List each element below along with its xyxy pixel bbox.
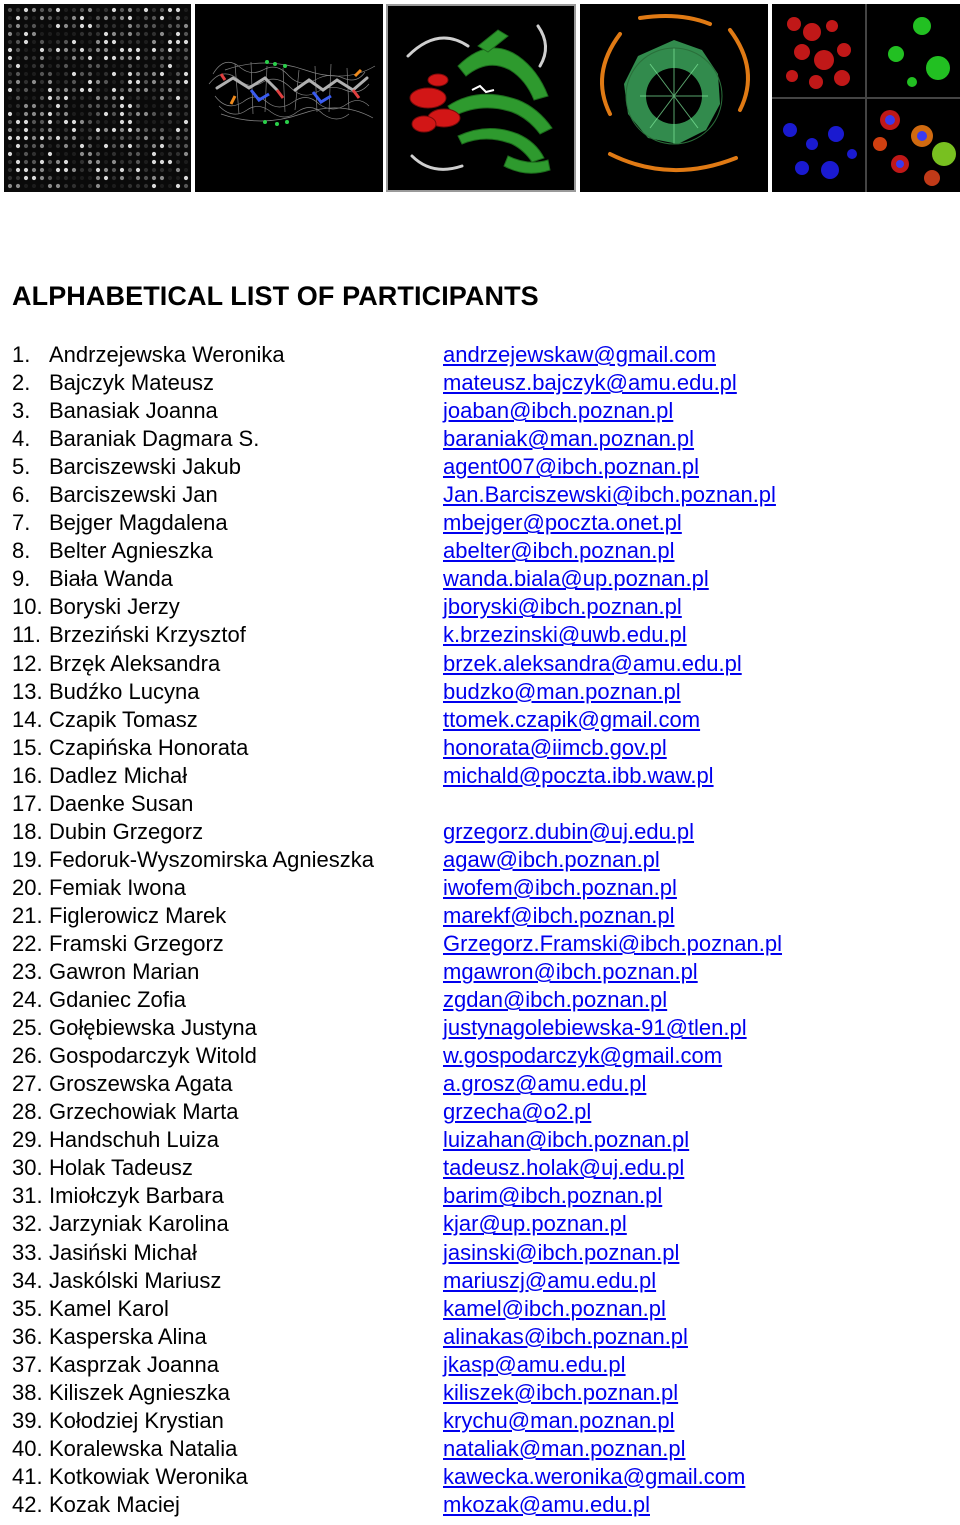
participant-number: 5.	[12, 454, 31, 480]
participant-email-link[interactable]: abelter@ibch.poznan.pl	[443, 538, 675, 564]
participant-row	[12, 1239, 952, 1267]
participant-row	[12, 1126, 952, 1154]
participant-email-link[interactable]: kawecka.weronika@gmail.com	[443, 1463, 746, 1489]
participant-row	[12, 1351, 952, 1379]
participant-email-link[interactable]: mkozak@amu.edu.pl	[443, 1491, 650, 1517]
participant-number: 8.	[12, 538, 31, 564]
participant-number: 33.	[12, 1239, 43, 1265]
participant-number: 42.	[12, 1491, 43, 1517]
participant-name: Czapik Tomasz	[49, 706, 198, 732]
participant-number: 39.	[12, 1407, 43, 1433]
participant-email-link[interactable]: w.gospodarczyk@gmail.com	[443, 1043, 723, 1069]
participant-name: Czapińska Honorata	[49, 734, 249, 760]
participant-number: 37.	[12, 1351, 43, 1377]
participant-row	[12, 1463, 952, 1491]
molecule-density-image	[195, 4, 383, 192]
participant-name: Koralewska Natalia	[49, 1435, 238, 1461]
participant-email-link[interactable]: grzegorz.dubin@uj.edu.pl	[443, 818, 695, 844]
participant-name: Kozak Maciej	[49, 1491, 180, 1517]
participant-number: 41.	[12, 1463, 43, 1489]
participant-name: Grzechowiak Marta	[49, 1099, 239, 1125]
participant-name: Groszewska Agata	[49, 1071, 233, 1097]
participant-name: Barciszewski Jakub	[49, 454, 241, 480]
participant-email-link[interactable]: grzecha@o2.pl	[443, 1099, 592, 1125]
participant-email-link[interactable]: mariuszj@amu.edu.pl	[443, 1267, 657, 1293]
participant-email-link[interactable]: agaw@ibch.poznan.pl	[443, 846, 660, 872]
participant-row	[12, 1323, 952, 1351]
participant-number: 38.	[12, 1379, 43, 1405]
participant-row	[12, 453, 952, 481]
participant-number: 23.	[12, 959, 43, 985]
participant-name: Kotkowiak Weronika	[49, 1463, 248, 1489]
participant-email-link[interactable]: krychu@man.poznan.pl	[443, 1407, 675, 1433]
participant-name: Jaskólski Mariusz	[49, 1267, 222, 1293]
participant-name: Jarzyniak Karolina	[49, 1211, 229, 1237]
participant-row	[12, 1070, 952, 1098]
participant-row	[12, 1379, 952, 1407]
participant-number: 40.	[12, 1435, 43, 1461]
participant-number: 28.	[12, 1099, 43, 1125]
participant-row	[12, 425, 952, 453]
participant-number: 30.	[12, 1155, 43, 1181]
participant-name: Bejger Magdalena	[49, 510, 228, 536]
participant-name: Kamel Karol	[49, 1295, 169, 1321]
participant-number: 15.	[12, 734, 43, 760]
participant-row	[12, 762, 952, 790]
participant-row	[12, 1435, 952, 1463]
participant-email-link[interactable]: justynagolebiewska-91@tlen.pl	[443, 1015, 747, 1041]
participant-email-link[interactable]: Grzegorz.Framski@ibch.poznan.pl	[443, 930, 783, 956]
participant-name: Holak Tadeusz	[49, 1155, 193, 1181]
participant-email-link[interactable]: iwofem@ibch.poznan.pl	[443, 874, 677, 900]
microarray-image	[4, 4, 191, 192]
participant-name: Gdaniec Zofia	[49, 987, 186, 1013]
participant-row	[12, 1491, 952, 1519]
participant-email-link[interactable]: kiliszek@ibch.poznan.pl	[443, 1379, 679, 1405]
participant-email-link[interactable]: baraniak@man.poznan.pl	[443, 426, 695, 452]
participant-row	[12, 509, 952, 537]
participant-number: 34.	[12, 1267, 43, 1293]
participant-name: Andrzejewska Weronika	[49, 342, 285, 367]
participant-row	[12, 369, 952, 397]
participant-row	[12, 902, 952, 930]
participant-name: Gospodarczyk Witold	[49, 1043, 257, 1069]
participant-email-link[interactable]: ttomek.czapik@gmail.com	[443, 706, 701, 732]
participant-name: Brzęk Aleksandra	[49, 650, 221, 676]
page-title: ALPHABETICAL LIST OF PARTICIPANTS	[12, 281, 539, 311]
participant-number: 35.	[12, 1295, 43, 1321]
participant-email-link[interactable]: jasinski@ibch.poznan.pl	[443, 1239, 680, 1265]
participant-row	[12, 1042, 952, 1070]
participant-name: Gołębiewska Justyna	[49, 1015, 257, 1041]
participant-email-link[interactable]: mbejger@poczta.onet.pl	[443, 510, 682, 536]
participant-row	[12, 790, 952, 818]
participant-name: Dadlez Michał	[49, 762, 188, 788]
participant-list	[12, 341, 952, 1519]
participant-number: 9.	[12, 566, 31, 592]
participant-row	[12, 818, 952, 846]
participant-row	[12, 958, 952, 986]
participant-name: Brzeziński Krzysztof	[49, 622, 246, 648]
participant-email-link[interactable]: kamel@ibch.poznan.pl	[443, 1295, 666, 1321]
participant-name: Belter Agnieszka	[49, 538, 213, 564]
participant-row	[12, 846, 952, 874]
participant-number: 6.	[12, 482, 31, 508]
participant-number: 31.	[12, 1183, 43, 1209]
participant-row	[12, 986, 952, 1014]
participant-number: 27.	[12, 1071, 43, 1097]
participant-name: Boryski Jerzy	[49, 594, 180, 620]
participant-email-link[interactable]: mgawron@ibch.poznan.pl	[443, 959, 698, 985]
participant-row	[12, 1295, 952, 1323]
participant-email-link[interactable]: mateusz.bajczyk@amu.edu.pl	[443, 370, 737, 396]
participant-name: Femiak Iwona	[49, 874, 186, 900]
participant-email-link[interactable]: wanda.biala@up.poznan.pl	[443, 566, 709, 592]
participant-email-link[interactable]: andrzejewskaw@gmail.com	[443, 342, 716, 367]
participant-number: 3.	[12, 398, 31, 424]
participant-number: 18.	[12, 818, 43, 844]
participant-name: Baraniak Dagmara S.	[49, 426, 260, 452]
participant-email-link[interactable]: michald@poczta.ibb.waw.pl	[443, 762, 714, 788]
participant-number: 13.	[12, 678, 43, 704]
participant-row	[12, 537, 952, 565]
participant-name: Daenke Susan	[49, 790, 194, 816]
participant-name: Jasiński Michał	[49, 1239, 197, 1265]
participant-email-link[interactable]: luizahan@ibch.poznan.pl	[443, 1127, 690, 1153]
participant-number: 29.	[12, 1127, 43, 1153]
participant-row	[12, 397, 952, 425]
participant-row	[12, 1182, 952, 1210]
participant-name: Bajczyk Mateusz	[49, 370, 215, 396]
participant-number: 10.	[12, 594, 43, 620]
participant-email-link[interactable]: budzko@man.poznan.pl	[443, 678, 681, 704]
participant-name: Kołodziej Krystian	[49, 1407, 224, 1433]
participant-email-link[interactable]: tadeusz.holak@uj.edu.pl	[443, 1155, 685, 1181]
participant-row	[12, 1267, 952, 1295]
participant-number: 36.	[12, 1323, 43, 1349]
participant-number: 22.	[12, 930, 43, 956]
participant-number: 4.	[12, 426, 31, 452]
participant-email-link[interactable]: barim@ibch.poznan.pl	[443, 1183, 663, 1209]
participant-email-link[interactable]: honorata@iimcb.gov.pl	[443, 734, 667, 760]
participant-number: 1.	[12, 342, 31, 367]
participant-number: 16.	[12, 762, 43, 788]
participant-row	[12, 706, 952, 734]
participant-row	[12, 341, 952, 369]
participant-row	[12, 593, 952, 621]
protein-structure-image	[386, 4, 576, 192]
participant-name: Banasiak Joanna	[49, 398, 218, 424]
participant-row	[12, 621, 952, 649]
participant-name: Kasperska Alina	[49, 1323, 207, 1349]
participant-name: Fedoruk-Wyszomirska Agnieszka	[49, 846, 375, 872]
participant-row	[12, 930, 952, 958]
participant-name: Imiołczyk Barbara	[49, 1183, 224, 1209]
participant-email-link[interactable]: nataliak@man.poznan.pl	[443, 1435, 686, 1461]
participant-row	[12, 650, 952, 678]
participant-row	[12, 1098, 952, 1126]
participant-name: Kiliszek Agnieszka	[49, 1379, 230, 1405]
participant-email-link[interactable]: Jan.Barciszewski@ibch.poznan.pl	[443, 482, 776, 508]
participant-row	[12, 874, 952, 902]
participant-email-link[interactable]: jboryski@ibch.poznan.pl	[443, 594, 682, 620]
participant-number: 20.	[12, 874, 43, 900]
participant-email-link[interactable]: zgdan@ibch.poznan.pl	[443, 987, 668, 1013]
participant-email-link[interactable]: agent007@ibch.poznan.pl	[443, 454, 699, 480]
participant-name: Biała Wanda	[49, 566, 173, 592]
participant-email-link[interactable]: brzek.aleksandra@amu.edu.pl	[443, 650, 742, 676]
participant-number: 25.	[12, 1015, 43, 1041]
participant-number: 12.	[12, 650, 43, 676]
participant-number: 11.	[12, 622, 41, 648]
participant-number: 26.	[12, 1043, 43, 1069]
participant-row	[12, 481, 952, 509]
participant-name: Dubin Grzegorz	[49, 818, 204, 844]
participant-email-link[interactable]: alinakas@ibch.poznan.pl	[443, 1323, 688, 1349]
participant-email-link[interactable]: jkasp@amu.edu.pl	[443, 1351, 626, 1377]
participant-name: Barciszewski Jan	[49, 482, 218, 508]
participant-name: Handschuh Luiza	[49, 1127, 220, 1153]
participant-number: 24.	[12, 987, 43, 1013]
participant-email-link[interactable]: a.grosz@amu.edu.pl	[443, 1071, 647, 1097]
participant-row	[12, 1210, 952, 1238]
participant-name: Budźko Lucyna	[49, 678, 200, 704]
rna-nanostructure-image	[580, 4, 768, 192]
participant-number: 32.	[12, 1211, 43, 1237]
fluorescent-cells-image	[772, 4, 960, 192]
participant-row	[12, 565, 952, 593]
participant-email-link[interactable]: kjar@up.poznan.pl	[443, 1211, 627, 1237]
participant-row	[12, 1014, 952, 1042]
participant-number: 2.	[12, 370, 31, 396]
participant-row	[12, 1154, 952, 1182]
participant-number: 21.	[12, 902, 43, 928]
participant-name: Figlerowicz Marek	[49, 902, 227, 928]
participant-row	[12, 734, 952, 762]
participant-number: 7.	[12, 510, 31, 536]
participant-email-link[interactable]: marekf@ibch.poznan.pl	[443, 902, 675, 928]
participant-number: 14.	[12, 706, 43, 732]
participant-name: Gawron Marian	[49, 959, 200, 985]
participant-name: Kasprzak Joanna	[49, 1351, 219, 1377]
participant-row	[12, 1407, 952, 1435]
participant-number: 17.	[12, 790, 43, 816]
participant-email-link[interactable]: joaban@ibch.poznan.pl	[443, 398, 674, 424]
participant-name: Framski Grzegorz	[49, 930, 224, 956]
participant-row	[12, 678, 952, 706]
banner	[4, 4, 960, 194]
participant-number: 19.	[12, 846, 43, 872]
participant-email-link[interactable]: k.brzezinski@uwb.edu.pl	[443, 622, 687, 648]
